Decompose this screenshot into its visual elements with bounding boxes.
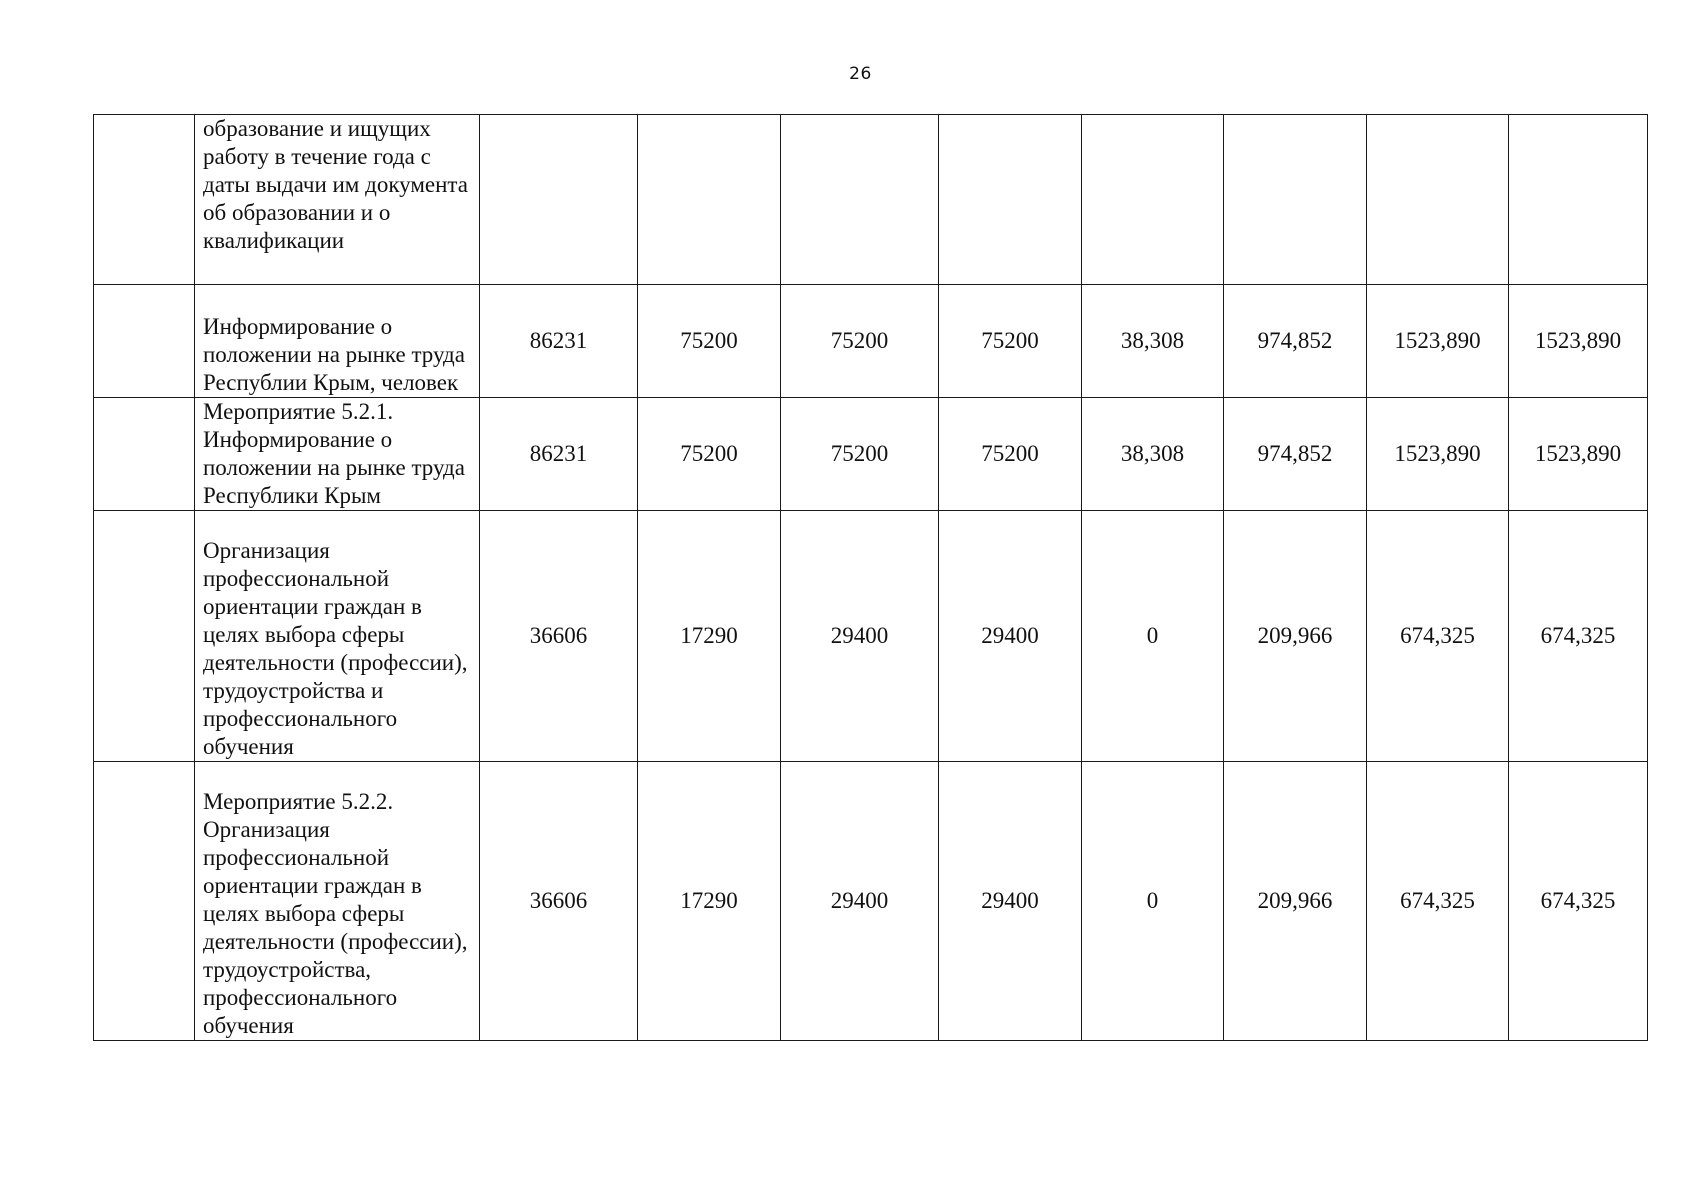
- value-cell: [638, 115, 781, 285]
- indicator-name-cell: Мероприятие 5.2.1. Информирование о положении на рынке труда Республики Крым: [195, 398, 480, 511]
- value-cell: [1082, 115, 1224, 285]
- value-cell: 86231: [480, 398, 638, 511]
- value-cell: [1509, 115, 1648, 285]
- value-cell: 1523,890: [1367, 398, 1509, 511]
- value-cell: 75200: [781, 285, 939, 398]
- value-cell: 75200: [939, 285, 1082, 398]
- value-cell: 674,325: [1367, 511, 1509, 762]
- table-row: [94, 115, 1648, 285]
- value-cell: [1367, 115, 1509, 285]
- value-cell: 674,325: [1367, 762, 1509, 1041]
- value-cell: 38,308: [1082, 285, 1224, 398]
- value-cell: 674,325: [1509, 511, 1648, 762]
- row-index-cell: [94, 115, 195, 285]
- value-cell: 974,852: [1224, 398, 1367, 511]
- value-cell: 1523,890: [1367, 285, 1509, 398]
- indicator-name-cell: Организация профессиональной ориентации граждан в целях выбора сферы деятельности (профессии), трудоустройства и профессионального обучения: [195, 511, 480, 762]
- table-row: [94, 511, 1648, 762]
- value-cell: 974,852: [1224, 285, 1367, 398]
- row-index-cell: [94, 285, 195, 398]
- value-cell: 0: [1082, 762, 1224, 1041]
- value-cell: 29400: [939, 762, 1082, 1041]
- indicator-name-cell: Мероприятие 5.2.2. Организация профессиональной ориентации граждан в целях выбора сферы деятельности (профессии), трудоустройства, профессионального обучения: [195, 762, 480, 1041]
- value-cell: [781, 115, 939, 285]
- value-cell: [1224, 115, 1367, 285]
- value-cell: 209,966: [1224, 762, 1367, 1041]
- value-cell: 29400: [781, 511, 939, 762]
- value-cell: [939, 115, 1082, 285]
- value-cell: 75200: [638, 398, 781, 511]
- value-cell: 75200: [781, 398, 939, 511]
- table-row: [94, 285, 1648, 398]
- indicator-table: [93, 114, 1648, 1041]
- row-index-cell: [94, 511, 195, 762]
- value-cell: 36606: [480, 762, 638, 1041]
- value-cell: 75200: [939, 398, 1082, 511]
- value-cell: 29400: [939, 511, 1082, 762]
- value-cell: 86231: [480, 285, 638, 398]
- value-cell: 1523,890: [1509, 285, 1648, 398]
- value-cell: 674,325: [1509, 762, 1648, 1041]
- table-row: [94, 762, 1648, 1041]
- value-cell: 38,308: [1082, 398, 1224, 511]
- value-cell: 17290: [638, 511, 781, 762]
- row-index-cell: [94, 762, 195, 1041]
- value-cell: [480, 115, 638, 285]
- indicator-name-cell: образование и ищущих работу в течение года с даты выдачи им документа об образовании и о квалификации: [195, 115, 480, 285]
- page-number: 26: [849, 64, 872, 84]
- value-cell: 209,966: [1224, 511, 1367, 762]
- indicator-name-cell: Информирование о положении на рынке труда Республии Крым, человек: [195, 285, 480, 398]
- value-cell: 0: [1082, 511, 1224, 762]
- value-cell: 29400: [781, 762, 939, 1041]
- value-cell: 17290: [638, 762, 781, 1041]
- value-cell: 75200: [638, 285, 781, 398]
- table-row: [94, 398, 1648, 511]
- value-cell: 1523,890: [1509, 398, 1648, 511]
- value-cell: 36606: [480, 511, 638, 762]
- row-index-cell: [94, 398, 195, 511]
